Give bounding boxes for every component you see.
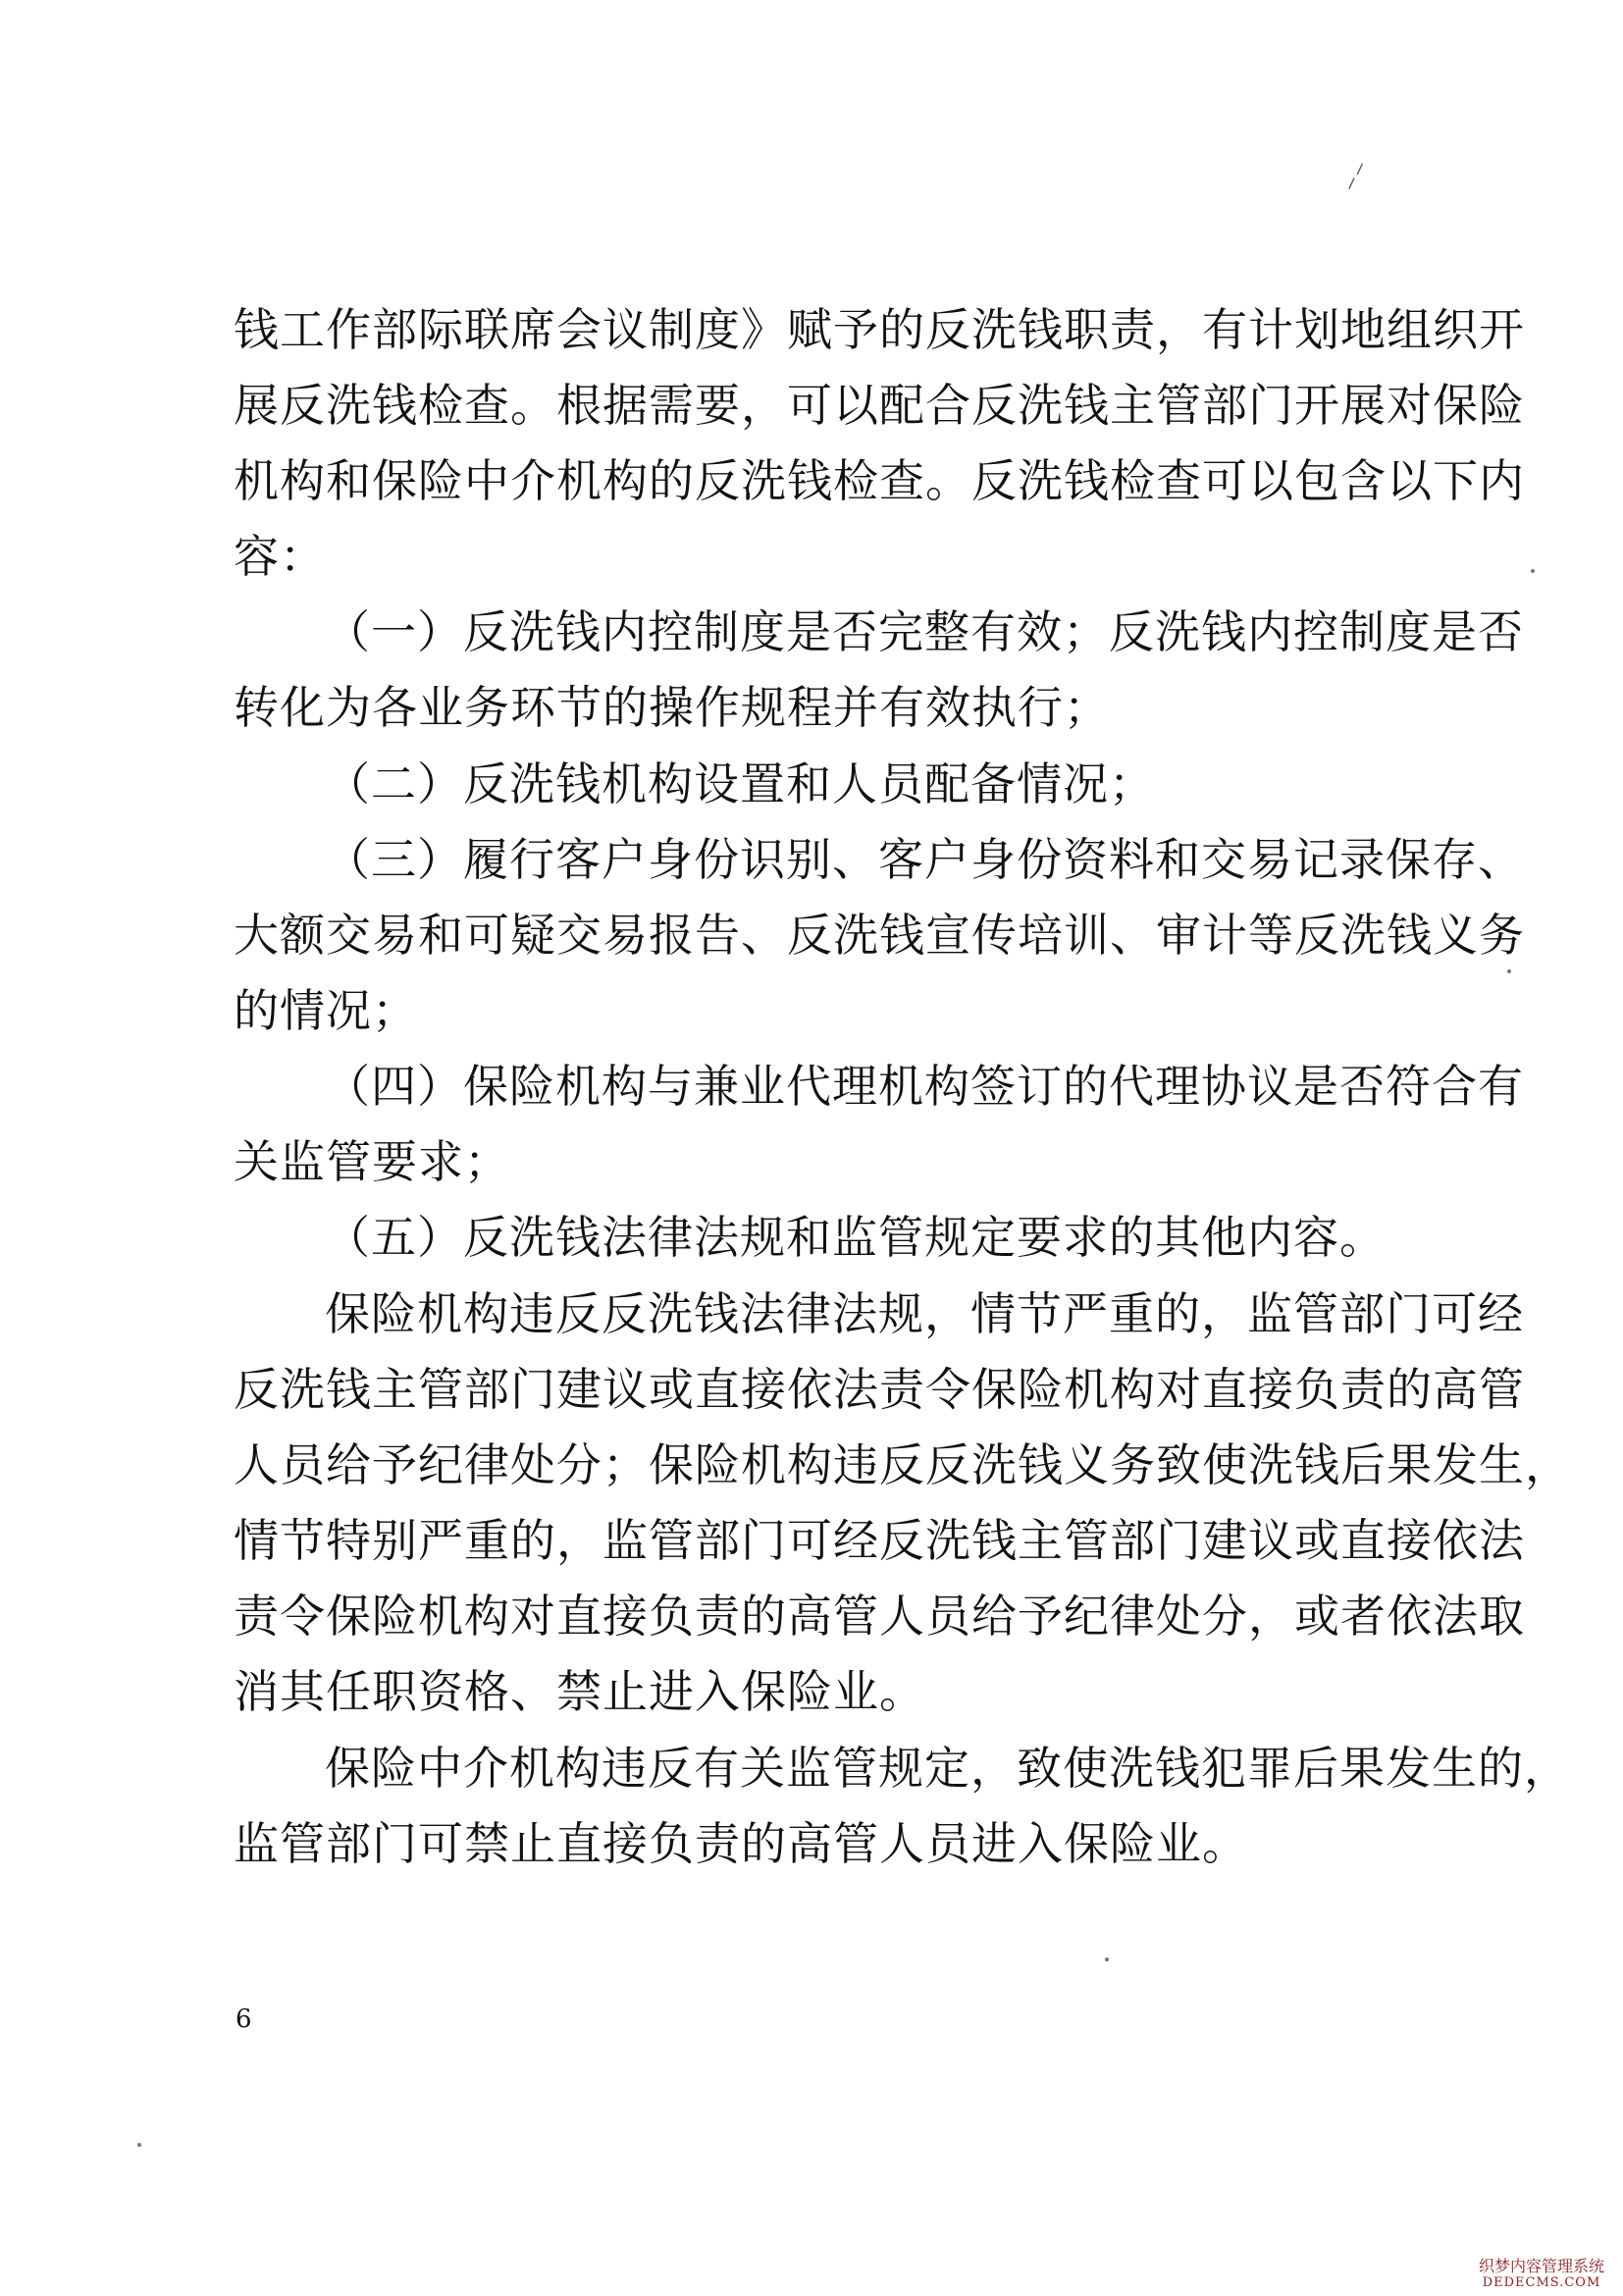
text-line: 展反洗钱检查。根据需要，可以配合反洗钱主管部门开展对保险	[234, 379, 1525, 432]
text-line: 监管部门可禁止直接负责的高管人员进入保险业。	[234, 1817, 1248, 1870]
text-line: 反洗钱主管部门建议或直接依法责令保险机构对直接负责的高管	[234, 1363, 1525, 1416]
text-line: 保险中介机构违反有关监管规定，致使洗钱犯罪后果发生的，	[325, 1742, 1570, 1795]
text-line: 责令保险机构对直接负责的高管人员给予纪律处分，或者依法取	[234, 1590, 1525, 1643]
watermark-title: 织梦内容管理系统	[1478, 2257, 1604, 2275]
text-line: 容：	[234, 530, 326, 583]
text-line: （五）反洗钱法律法规和监管规定要求的其他内容。	[325, 1211, 1386, 1264]
text-line: （四）保险机构与兼业代理机构签订的代理协议是否符合有	[325, 1060, 1524, 1113]
scan-speck	[1105, 1957, 1109, 1961]
page-number: 6	[236, 2005, 252, 2034]
scan-speck	[1531, 569, 1535, 573]
watermark-domain: DEDECMS.COM	[1482, 2275, 1601, 2290]
text-line: 保险机构违反反洗钱法律法规，情节严重的，监管部门可经	[325, 1287, 1524, 1340]
text-line: 人员给予纪律处分；保险机构违反反洗钱义务致使洗钱后果发生，	[234, 1438, 1571, 1491]
text-line: 转化为各业务环节的操作规程并有效执行；	[234, 681, 1110, 734]
text-line: （二）反洗钱机构设置和人员配备情况；	[325, 757, 1155, 810]
text-line: 情节特别严重的，监管部门可经反洗钱主管部门建议或直接依法	[234, 1514, 1525, 1567]
watermark-logo	[1468, 2258, 1615, 2290]
text-line: 的情况；	[234, 984, 418, 1037]
text-line: （一）反洗钱内控制度是否完整有效；反洗钱内控制度是否	[325, 605, 1524, 658]
text-line: 关监管要求；	[234, 1135, 510, 1188]
text-line: 大额交易和可疑交易报告、反洗钱宣传培训、审计等反洗钱义务	[234, 909, 1525, 962]
text-line: （三）履行客户身份识别、客户身份资料和交易记录保存、	[325, 833, 1524, 886]
text-line: 机构和保险中介机构的反洗钱检查。反洗钱检查可以包含以下内	[234, 454, 1525, 507]
scan-speck	[137, 2143, 141, 2147]
scan-speck	[1507, 969, 1511, 973]
text-line: 钱工作部际联席会议制度》赋予的反洗钱职责，有计划地组织开	[234, 303, 1525, 356]
text-line: 消其任职资格、禁止进入保险业。	[234, 1665, 925, 1718]
scan-mark: ⸝⸍	[1338, 158, 1374, 195]
